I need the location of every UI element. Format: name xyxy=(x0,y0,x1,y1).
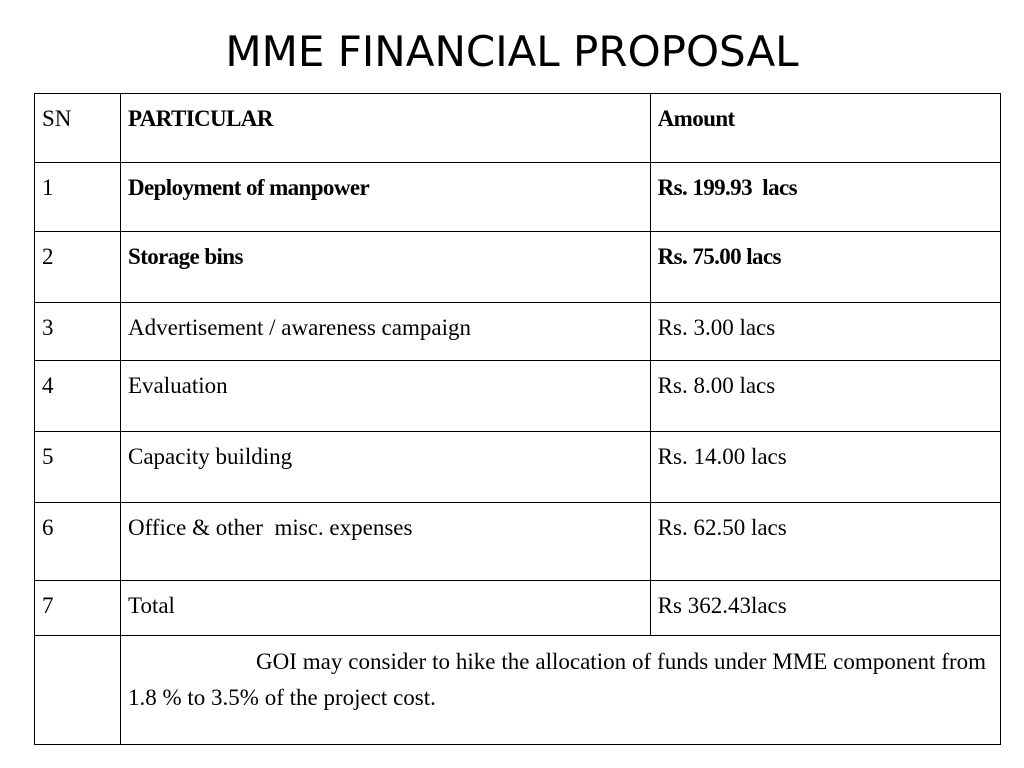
header-particular: PARTICULAR xyxy=(121,94,651,163)
cell-sn-empty xyxy=(35,636,121,745)
header-amount: Amount xyxy=(650,94,1000,163)
cell-amount: Rs. 199.93 lacs xyxy=(650,163,1000,232)
financial-proposal-table xyxy=(34,93,1001,745)
cell-particular: Advertisement / awareness campaign xyxy=(121,303,651,361)
cell-sn: 7 xyxy=(35,581,121,636)
cell-particular: Evaluation xyxy=(121,361,651,432)
note-cell xyxy=(121,636,1001,745)
cell-particular: Deployment of manpower xyxy=(121,163,651,232)
cell-sn: 6 xyxy=(35,503,121,581)
table-row xyxy=(35,232,1001,303)
note-text: GOI may consider to hike the allocation of funds under MME component from 1.8 % to 3.5% of the project cost. xyxy=(128,649,986,710)
cell-amount: Rs. 3.00 lacs xyxy=(650,303,1000,361)
cell-sn: 5 xyxy=(35,432,121,503)
cell-particular: Storage bins xyxy=(121,232,651,303)
table-row-total xyxy=(35,581,1001,636)
cell-sn: 2 xyxy=(35,232,121,303)
cell-amount: Rs. 8.00 lacs xyxy=(650,361,1000,432)
header-sn: SN xyxy=(35,94,121,163)
cell-sn: 3 xyxy=(35,303,121,361)
cell-amount: Rs 362.43lacs xyxy=(650,581,1000,636)
table-row xyxy=(35,432,1001,503)
cell-particular: Capacity building xyxy=(121,432,651,503)
table-header-row xyxy=(35,94,1001,163)
table-row xyxy=(35,163,1001,232)
cell-particular: Office & other misc. expenses xyxy=(121,503,651,581)
table-row xyxy=(35,361,1001,432)
cell-amount: Rs. 14.00 lacs xyxy=(650,432,1000,503)
table-row xyxy=(35,303,1001,361)
cell-particular: Total xyxy=(121,581,651,636)
cell-sn: 1 xyxy=(35,163,121,232)
table-row xyxy=(35,503,1001,581)
table-note-row xyxy=(35,636,1001,745)
page-title: MME FINANCIAL PROPOSAL xyxy=(225,27,799,76)
cell-sn: 4 xyxy=(35,361,121,432)
cell-amount: Rs. 62.50 lacs xyxy=(650,503,1000,581)
cell-amount: Rs. 75.00 lacs xyxy=(650,232,1000,303)
